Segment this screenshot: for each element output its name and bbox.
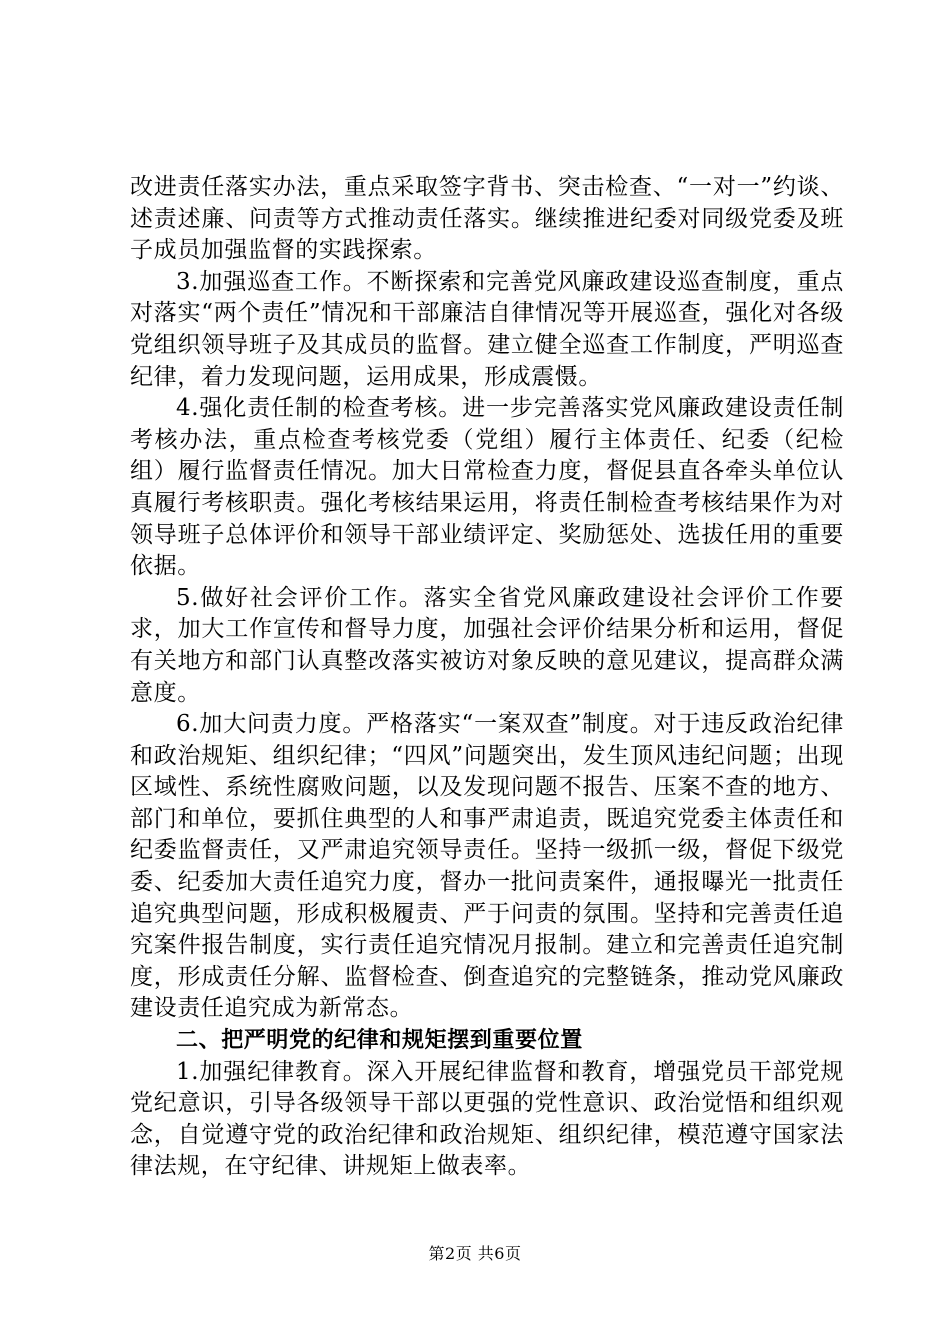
paragraph-item-4: 4.强化责任制的检查考核。进一步完善落实党风廉政建设责任制考核办法，重点检查考核党委（党组）履行主体责任、纪委（纪检组）履行监督责任情况。加大日常检查力度，督促县直各牵头单位认真履行考核职责。强化考核结果运用，将责任制检查考核结果作为对领导班子总体评价和领导干部业绩评定、奖励惩处、选拔任用的重要依据。 (130, 395, 844, 580)
paragraph-continuation: 改进责任落实办法，重点采取签字背书、突击检查、“一对一”约谈、述责述廉、问责等方式推动责任落实。继续推进纪委对同级党委及班子成员加强监督的实践探索。 (130, 174, 844, 264)
section-heading: 二、把严明党的纪律和规矩摆到重要位置 (176, 1028, 583, 1054)
document-body (130, 172, 844, 1183)
page-number-footer: 第2页 共6页 (428, 1244, 522, 1263)
paragraph-item-3: 3.加强巡查工作。不断探索和完善党风廉政建设巡查制度，重点对落实“两个责任”情况和干部廉洁自律情况等开展巡查，强化对各级党组织领导班子及其成员的监督。建立健全巡查工作制度，严明巡查纪律，着力发现问题，运用成果，形成震慑。 (130, 268, 844, 390)
paragraph-item-5: 5.做好社会评价工作。落实全省党风廉政建设社会评价工作要求，加大工作宣传和督导力度，加强社会评价结果分析和运用，督促有关地方和部门认真整改落实被访对象反映的意见建议，提高群众满意度。 (130, 584, 844, 706)
paragraph-item-6: 6.加大问责力度。严格落实“一案双查”制度。对于违反政治纪律和政治规矩、组织纪律；“四风”问题突出，发生顶风违纪问题；出现区域性、系统性腐败问题，以及发现问题不报告、压案不查的地方、部门和单位，要抓住典型的人和事严肃追责，既追究党委主体责任和纪委监督责任，又严肃追究领导责任。坚持一级抓一级，督促下级党委、纪委加大责任追究力度，督办一批问责案件，通报曝光一批责任追究典型问题，形成积极履责、严于问责的氛围。坚持和完善责任追究案件报告制度，实行责任追究情况月报制。建立和完善责任追究制度，形成责任分解、监督检查、倒查追究的完整链条，推动党风廉政建设责任追究成为新常态。 (130, 711, 844, 1022)
paragraph-item-1: 1.加强纪律教育。深入开展纪律监督和教育，增强党员干部党规党纪意识，引导各级领导干部以更强的党性意识、政治觉悟和组织观念，自觉遵守党的政治纪律和政治规矩、组织纪律，模范遵守国家法律法规，在守纪律、讲规矩上做表率。 (130, 1058, 844, 1180)
